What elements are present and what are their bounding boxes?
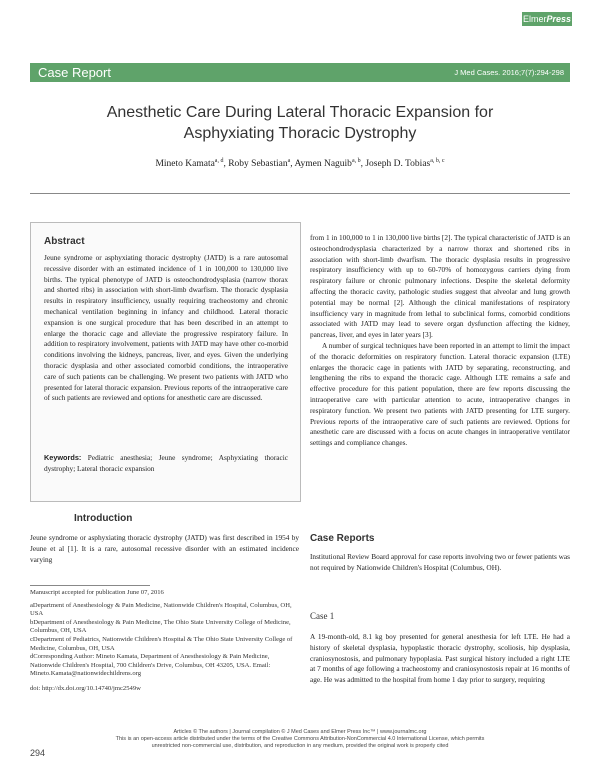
section-label: Case Report <box>38 65 111 80</box>
publisher-logo: ElmerPress <box>522 14 572 24</box>
case1-text: A 19-month-old, 8.1 kg boy presented for general anesthesia for left LTE. He had a history of skeletal dysplasia, hypoplastic thoracic dystrophy, scoliosis, hip dysplasia, craniosynostosis, and pulmonary hypoplasia. Past surgical history included a right LTE at 7 months of age following a tracheostomy and craniosynostosis repair at 16 months of age. He was admitted to the hospital from home 1 day prior to surgery, requiring <box>310 632 570 685</box>
page-footer: Articles © The authors | Journal compilation © J Med Cases and Elmer Press Inc™ | www.journalmc.org This is an open-access article distributed under the terms of the Creative Commons Attribution-NonCommercial 4.0 International License, which permits unrestricted non-commercial use, distribution, and reproduction in any medium, provided the original work is properly cited <box>115 729 485 749</box>
footnote-divider <box>30 585 150 586</box>
introduction-text-left: Jeune syndrome or asphyxiating thoracic dystrophy (JATD) was first described in 1954 by Jeune et al [1]. It is a rare, autosomal recessive disorder with an estimated incidence varying <box>30 533 299 564</box>
author-list: Mineto Kamata$^{a, d}$, Roby Sebastian$^a$, Aymen Naguib$^{a, b}$, Joseph D. Tobias$^{a, b, c}$ <box>155 158 445 170</box>
case-reports-heading: Case Reports <box>310 533 375 544</box>
introduction-text-right: from 1 in 100,000 to 1 in 130,000 live births [2]. The typical characteristic of JATD is an osteochondrodysplasia characterized by a narrow thorax and shortened ribs in association with short-limb dwarfism. The thoracic dysplasia results in progressive respiratory insufficiency with up to 60-70% of homozygous carriers dying from respiratory failure or chronic pulmonary infections. Despite the skeletal deformity affecting the thoracic cavity, pathologic studies suggest that alveolar and lung growth potential may be normal [2]. Although the clinical manifestations of respiratory insufficiency vary in magnitude from lethal to subclinical forms, comorbid conditions associated with JATD may lead to severe organ dysfunction affecting the kidney, pancreas, liver, and eyes in later years [3]. A number of surgical techniques have been reported in an attempt to limit the impact of the thoracic deformities on respiratory function. Lateral thoracic expansion (LTE) enlarges the thoracic cage in patients with JATD by separating, reconstructing, and lengthening the ribs to expand the thoracic cage. Although LTE remains a safe and effective procedure for this patient population, there are few reports discussing the intraoperative care with particular attention to acute, intraoperative changes in respiratory function. We present two patients with JATD presenting for LTE surgery. Previous reports of the intraoperative care of such patients are reviewed. Options for anesthetic care are discussed with a focus on acute changes in intraoperative ventilator settings and compliance changes. <box>310 233 570 448</box>
case-reports-text: Institutional Review Board approval for case reports involving two or fewer patients was not required by Nationwide Children's Hospital (Columbus, OH). <box>310 552 570 572</box>
header-divider <box>30 193 570 194</box>
footnotes: Manuscript accepted for publication June 07, 2016 aDepartment of Anesthesiology & Pain Medicine, Nationwide Children's Hospital, Columbus, OH, USA bDepartment of Anesthesiology & Pain Medicine, The Ohio State University College of Medicine, Columbus, OH, USA cDepartment of Pediatrics, Nationwide Children's Hospital & The Ohio State University College of Medicine, Columbus, OH, USA dCorresponding Author: Mineto Kamata, Department of Anesthesiology & Pain Medicine, Nationwide Children's Hospital, 700 Children's Drive, Columbus, OH 43205, USA. Email: Mineto.Kamata@nationwidechildrens.org doi: http://dx.doi.org/10.14740/jmc2549w <box>30 585 299 694</box>
page-number: 294 <box>30 748 46 758</box>
case1-heading: Case 1 <box>310 611 335 621</box>
abstract-heading: Abstract <box>44 236 85 247</box>
keywords: Keywords: Pediatric anesthesia; Jeune syndrome; Asphyxiating thoracic dystrophy; Lateral thoracic expansion <box>44 453 288 473</box>
introduction-heading: Introduction <box>74 513 133 524</box>
article-title: Anesthetic Care During Lateral Thoracic Expansion for Asphyxiating Thoracic Dystrophy <box>106 104 494 142</box>
section-banner <box>30 63 570 82</box>
journal-citation: J Med Cases. 2016;7(7):294-298 <box>454 68 564 77</box>
abstract-text: Jeune syndrome or asphyxiating thoracic dystrophy (JATD) is a rare autosomal recessive disorder with an estimated incidence of 1 in 100,000 to 130,000 live births. The typical phenotype of JATD is osteochondrodysplasia (narrow thorax and shorted ribs) in association with short-limb dwarfism. The thoracic dysplasia results in respiratory insufficiency, usually requiring tracheostomy and chronic mechanical ventilation beginning in infancy and childhood. Lateral thoracic expansion is one surgical procedure that has been described in an attempt to enlarge the thoracic cage and alleviate the progressive respiratory failure. In addition to respiratory involvement, patients with JATD may have other co-morbid conditions involving the kidneys, pancreas, liver, and eyes. Given the underlying thoracic dysplasia and other associated comorbid conditions, the intraoperative care of such patients can be challenging. We present two patients with JATD who presented for lateral thoracic expansion. Previous reports of the intraoperative care of such patients are reviewed and options for anesthetic care are discussed. <box>44 253 288 403</box>
